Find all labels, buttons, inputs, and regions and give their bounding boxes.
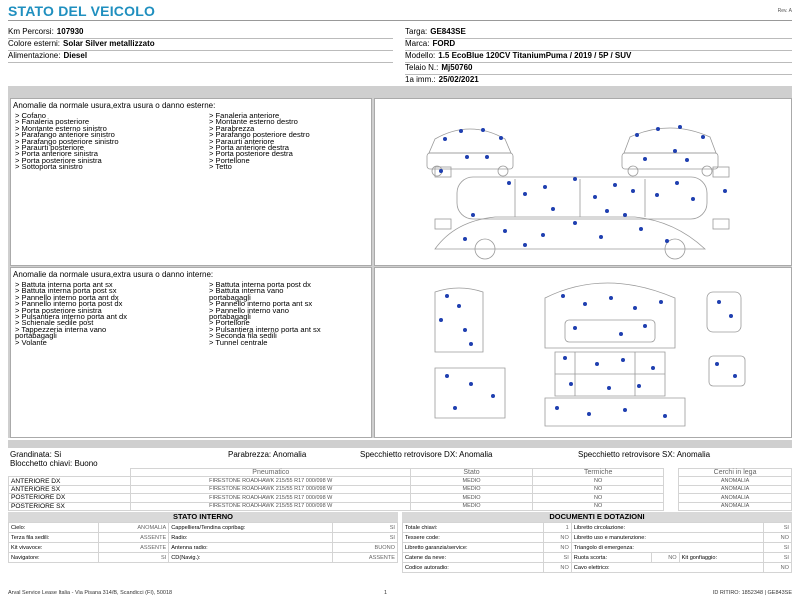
table-row: Libretto garanzia/service: NO Triangolo di emergenza: SI — [403, 543, 792, 553]
list-item: > Parafango posteriore destro — [209, 130, 310, 140]
documenti-title: DOCUMENTI E DOTAZIONI — [402, 512, 792, 522]
list-item: > Fanaleria anteriore — [209, 111, 280, 120]
list-item: > Parabrezza — [209, 123, 255, 133]
footer-id: ID RITIRO: 1852348 | GE843SE — [712, 590, 792, 596]
table-row: Catene da neve: SI Ruota scorta: NO Kit gonfiaggio: SI — [403, 553, 792, 563]
list-item: > Porta posteriore sinistra — [15, 305, 102, 315]
list-item: > Cofano — [15, 111, 47, 120]
list-item: > Battuta interna vano — [209, 286, 284, 296]
table-row: Cielo: ANOMALIA Cappelliera/Tendina copribag: SI — [9, 523, 398, 533]
list-item: > Tappezzeria interna vano — [15, 324, 107, 334]
list-item: portabagagli — [209, 292, 251, 302]
table-row: POSTERIORE SX FIRESTONE ROADHAWK 215/55 R17 000/098 W MEDIO NO ANOMALIA — [9, 502, 792, 510]
external-car-diagram — [374, 98, 792, 266]
footer-company: Arval Service Lease Italia - Via Pisana 314/B, Scandicci (FI), 50018 — [8, 590, 173, 596]
tyres-table — [8, 468, 792, 511]
table-header-row — [9, 469, 792, 477]
info-targa: Targa: GE843SE — [405, 26, 792, 39]
list-item: portabagagli — [15, 331, 57, 341]
title-divider — [8, 20, 792, 21]
stato-interno-table — [8, 522, 398, 563]
car-exterior-drawing — [375, 99, 791, 265]
table-row: Navigatore: SI CD(Navig.): ASSENTE — [9, 553, 398, 563]
documenti-table — [402, 522, 792, 573]
list-item: > Paraurti posteriore — [15, 143, 85, 153]
col-stato: Stato — [411, 469, 533, 477]
list-item: > Pannello interno vano — [209, 305, 290, 315]
external-list-col1 — [15, 113, 119, 171]
page-title: STATO DEL VEICOLO — [8, 3, 156, 19]
list-item: > Battuta interna porta ant sx — [15, 280, 113, 289]
blocchetto-status: Blocchetto chiavi: Buono — [10, 459, 98, 468]
table-row: POSTERIORE DX FIRESTONE ROADHAWK 215/55 R17 000/098 W MEDIO NO ANOMALIA — [9, 494, 792, 502]
list-item: > Pulsantiera interno porta ant sx — [209, 324, 321, 334]
list-item: > Pannello interno porta post dx — [15, 299, 123, 309]
info-immatricolazione: 1a imm.: 25/02/2021 — [405, 74, 792, 87]
specchietto-sx-status: Specchietto retrovisore SX: Anomalia — [578, 450, 711, 459]
parabrezza-status: Parabrezza: Anomalia — [228, 450, 307, 459]
list-item: > Portellone — [209, 318, 250, 328]
list-item: > Pulsantiera interno porta ant dx — [15, 312, 128, 322]
internal-list-col1 — [15, 282, 127, 346]
internal-damage-title: Anomalie da normale usura,extra usura o danno interne: — [13, 270, 214, 279]
list-item: > Porta posteriore destra — [209, 149, 293, 159]
revision-label: Rev. A — [777, 8, 792, 14]
col-cerchi: Cerchi in lega — [679, 469, 792, 477]
specchietto-dx-status: Specchietto retrovisore DX: Anomalia — [360, 450, 493, 459]
list-item: > Battuta interna porta post dx — [209, 280, 311, 289]
list-item: portabagagli — [209, 312, 251, 322]
list-item: > Parafango posteriore sinistro — [15, 136, 119, 146]
external-damage-panel — [10, 98, 372, 266]
section-bar — [8, 86, 792, 96]
info-marca: Marca: FORD — [405, 38, 792, 51]
car-interior-drawing — [375, 268, 791, 437]
list-item: > Pannello interno porta ant sx — [209, 299, 313, 309]
table-row: Totale chiavi: 1 Libretto circolazione: SI — [403, 523, 792, 533]
list-item: > Tetto — [209, 162, 232, 172]
table-row: ANTERIORE DX FIRESTONE ROADHAWK 215/55 R17 000/098 W MEDIO NO ANOMALIA — [9, 477, 792, 485]
internal-car-diagram — [374, 267, 792, 438]
grandinata-status: Grandinata: Si — [10, 450, 62, 459]
list-item: > Schienale sedile post — [15, 318, 94, 328]
internal-damage-panel — [10, 267, 372, 438]
table-row: Kit vivavoce: ASSENTE Antenna radio: BUONO — [9, 543, 398, 553]
info-telaio: Telaio N.: Mj50760 — [405, 62, 792, 75]
table-row: Codice autoradio: NO Cavo elettrico: NO — [403, 563, 792, 573]
stato-interno-title: STATO INTERNO — [8, 512, 398, 522]
internal-list-col2 — [209, 282, 321, 346]
list-item: > Porta anteriore destra — [209, 143, 289, 153]
col-pneumatico: Pneumatico — [131, 469, 411, 477]
list-item: > Seconda fila sedili — [209, 331, 277, 341]
list-item: > Montante esterno destro — [209, 117, 298, 127]
list-item: > Paraurti anteriore — [209, 136, 275, 146]
status-bar — [8, 440, 792, 448]
info-alimentazione: Alimentazione: Diesel — [8, 50, 393, 63]
list-item: > Porta posteriore sinistra — [15, 155, 102, 165]
table-row: ANTERIORE SX FIRESTONE ROADHAWK 215/55 R17 000/098 W MEDIO NO ANOMALIA — [9, 485, 792, 493]
stato-interno-section — [8, 512, 398, 563]
list-item: > Tunnel centrale — [209, 337, 268, 347]
list-item: > Montante esterno sinistro — [15, 123, 107, 133]
list-item: > Porta anteriore sinistra — [15, 149, 98, 159]
list-item: > Volante — [15, 337, 47, 347]
list-item: > Pannello interno porta ant dx — [15, 292, 119, 302]
info-modello: Modello: 1.5 EcoBlue 120CV TitaniumPuma / 2019 / 5P / SUV — [405, 50, 792, 63]
documenti-section — [402, 512, 792, 573]
external-damage-title: Anomalie da normale usura,extra usura o danno esterne: — [13, 101, 216, 110]
list-item: > Fanaleria posteriore — [15, 117, 90, 127]
table-row: Tessere code: NO Libretto uso e manutenzione: NO — [403, 533, 792, 543]
table-row: Terza fila sedili: ASSENTE Radio: SI — [9, 533, 398, 543]
list-item: > Battuta interna porta post sx — [15, 286, 117, 296]
list-item: > Sottoporta sinistro — [15, 162, 83, 172]
list-item: > Portellone — [209, 155, 250, 165]
info-km: Km Percorsi: 107930 — [8, 26, 393, 39]
external-list-col2 — [209, 113, 310, 171]
col-termiche: Termiche — [532, 469, 664, 477]
footer-page-number: 1 — [384, 590, 388, 596]
list-item: > Parafango anteriore sinistro — [15, 130, 115, 140]
info-colore: Colore esterni: Solar Silver metallizzato — [8, 38, 393, 51]
